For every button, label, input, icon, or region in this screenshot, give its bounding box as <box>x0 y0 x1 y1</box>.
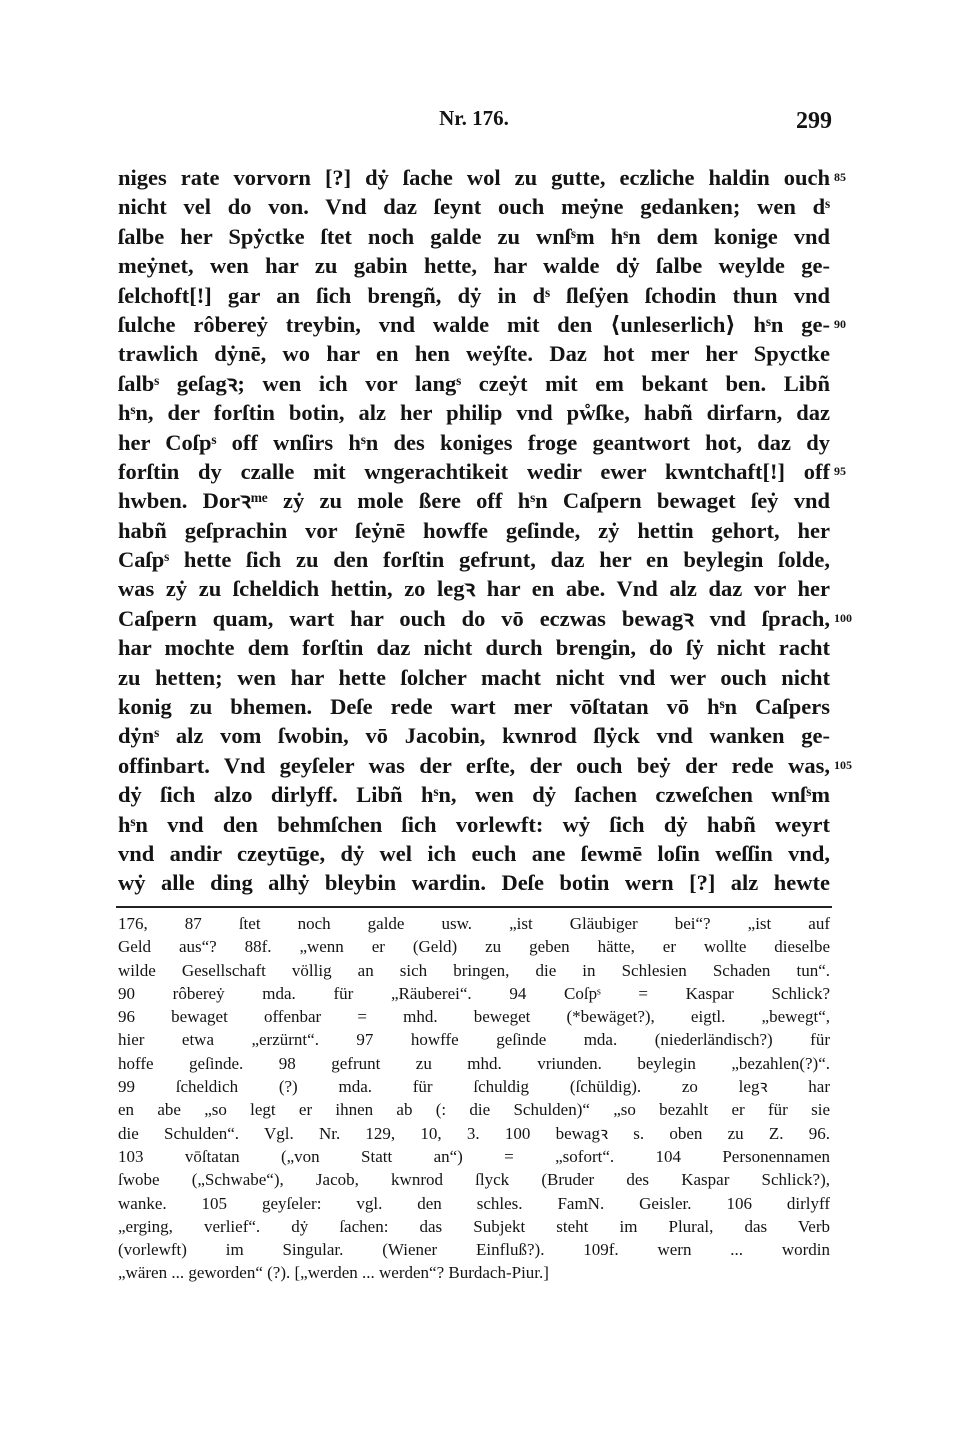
line-text: habñ geſprachin vor ſeẏnē howffe geſinde, zẏ hettin gehort, her <box>118 517 830 543</box>
line-text: nicht vel do von. Vnd daz ſeynt ouch meẏne gedanken; wen dˢ <box>118 194 830 220</box>
text-line <box>118 839 830 868</box>
line-number: 95 <box>834 463 846 478</box>
line-text: was zẏ zu ſcheldich hettin, zo legꝛ har en abe. Vnd alz daz vor her <box>118 576 830 602</box>
line-text: hwben. Dorꝛᵐᵉ zẏ zu mole ßere off hˢn Caſpern bewaget ſeẏ vnd <box>118 488 830 514</box>
footnote-line: 96 bewaget offenbar = mhd. beweget (*bewäget?), eigtl. „bewegt“, <box>118 1007 830 1027</box>
text-line <box>118 192 830 221</box>
text-line <box>118 633 830 662</box>
footnote-line: (vorlewft) im Singular. (Wiener Einfluß?). 109f. wern ... wordin <box>118 1240 830 1260</box>
text-line <box>118 663 830 692</box>
footnote-line: „wären ... geworden“ (?). [„werden ... werden“? Burdach-Piur.] <box>118 1263 549 1283</box>
footnote-line: en abe „so legt er ihnen ab (: die Schulden)“ „so bezahlt er für sie <box>118 1100 830 1120</box>
line-number: 85 <box>834 170 846 184</box>
line-text: dẏ ſich alzo dirlyff. Libñ hˢn, wen dẏ ſachen czweſchen wnſˢm <box>118 782 830 808</box>
footnote-line: „erging, verlief“. dẏ ſachen: das Subjekt steht im Plural, das Verb <box>118 1216 830 1236</box>
text-line <box>118 163 846 192</box>
text-line <box>118 251 830 280</box>
footnote-line: 176, 87 ſtet noch galde usw. „ist Gläubiger bei“? „ist auf <box>118 914 830 933</box>
text-line <box>118 428 830 457</box>
footnote-line: 103 vōſtatan („von Statt an“) = „sofort“. 104 Personennamen <box>118 1146 830 1166</box>
line-text: ſelchoft[!] gar an ſich brengñ, dẏ in dˢ ſleſẏen ſchodin thun vnd <box>118 282 830 308</box>
footnote-line: ſwobe („Schwabe“), Jacob, kwnrod ſlyck (Bruder des Kaspar Schlick?), <box>118 1170 830 1190</box>
line-text: offinbart. Vnd geyſeler was der erſte, der ouch beẏ der rede was, <box>118 752 830 778</box>
text-line <box>118 339 830 368</box>
text-line <box>118 398 830 427</box>
footnote-line: Geld aus“? 88f. „wenn er (Geld) zu geben hätte, er wollte dieselbe <box>118 937 830 957</box>
line-text: zu hetten; wen har hette ſolcher macht nicht vnd wer ouch nicht <box>118 664 830 690</box>
text-line <box>118 369 830 398</box>
document-number: Nr. 176. <box>439 106 509 130</box>
line-text: ſalbe her Spẏctke ſtet noch galde zu wnſˢm hˢn dem konige vnd <box>118 223 830 249</box>
line-text: ſalbˢ geſagꝛ; wen ich vor langˢ czeẏt mit em bekant ben. Libñ <box>118 370 830 396</box>
line-text: niges rate vorvorn [?] dẏ ſache wol zu gutte, eczliche haldin ouch <box>118 165 830 190</box>
text-line <box>118 281 830 310</box>
footnote-rule <box>116 906 832 908</box>
line-text: her Coſpˢ off wnſirs hˢn des koniges froge geantwort hot, daz dy <box>118 429 830 455</box>
footnote-line: 90 rôbereẏ mda. für „Räuberei“. 94 Coſpˢ = Kaspar Schlick? <box>118 983 830 1003</box>
footnote-line: hoffe geſinde. 98 gefrunt zu mhd. vriunden. beylegin „bezahlen(?)“. <box>118 1053 830 1073</box>
line-text: hˢn vnd den behmſchen ſich vorlewft: wẏ ſich dẏ habñ weyrt <box>118 811 830 837</box>
text-line <box>118 868 830 897</box>
line-text: vnd andir czeytūge, dẏ wel ich euch ane ſewmē loſin weſſin vnd, <box>118 840 830 866</box>
text-line <box>118 721 830 750</box>
text-line <box>118 457 846 486</box>
line-text: trawlich dẏnē, wo har en hen weẏſte. Daz hot mer her Spyctke <box>118 341 830 367</box>
text-line <box>118 780 830 809</box>
line-text: forſtin dy czalle mit wngerachtikeit wedir ewer kwntchaft[!] off <box>118 458 830 484</box>
line-text: Caſpˢ hette ſich zu den forſtin gefrunt, daz her en beylegin ſolde, <box>118 547 830 573</box>
main-text <box>118 163 852 898</box>
text-line <box>118 516 830 545</box>
footnotes <box>118 912 830 1285</box>
footnote-line: 99 ſcheldich (?) mda. für ſchuldig (ſchüldig). zo legꝛ har <box>118 1077 830 1097</box>
text-line <box>118 692 830 721</box>
line-text: meẏnet, wen har zu gabin hette, har walde dẏ ſalbe weylde ge- <box>118 253 830 279</box>
line-text: dẏnˢ alz vom ſwobin, vō Jacobin, kwnrod ſlẏck vnd wanken ge- <box>118 723 830 749</box>
text-line <box>118 810 830 839</box>
line-text: ſulche rôbereẏ treybin, vnd walde mit den ⟨unleserlich⟩ hˢn ge- <box>118 311 830 337</box>
line-text: konig zu bhemen. Deſe rede wart mer vōſtatan vō hˢn Caſpers <box>118 694 830 720</box>
text-line <box>118 604 852 633</box>
footnote-line: wilde Gesellschaft völlig an sich bringen, die in Schlesien Schaden tun“. <box>118 960 830 980</box>
text-line <box>118 310 846 339</box>
text-line <box>118 545 830 574</box>
text-line <box>118 574 830 603</box>
text-line <box>118 486 830 515</box>
footnote-line: die Schulden“. Vgl. Nr. 129, 10, 3. 100 bewagꝛ s. oben zu Z. 96. <box>118 1123 830 1143</box>
line-text: Caſpern quam, wart har ouch do vō eczwas bewagꝛ vnd ſprach, <box>118 605 830 631</box>
line-number: 105 <box>834 757 852 772</box>
page-header <box>116 106 832 142</box>
footnote-line: hier etwa „erzürnt“. 97 howffe geſinde mda. (niederländisch?) für <box>118 1030 830 1050</box>
footnote-line: wanke. 105 geyſeler: vgl. den schles. FamN. Geisler. 106 dirlyff <box>118 1193 830 1213</box>
line-text: har mochte dem forſtin daz nicht durch brengin, do ſẏ nicht racht <box>118 635 830 661</box>
line-text: hˢn, der forſtin botin, alz her philip vnd pẘſke, habñ dirfarn, daz <box>118 400 830 426</box>
line-number: 90 <box>834 316 846 331</box>
text-line <box>118 222 830 251</box>
line-number: 100 <box>834 610 852 625</box>
line-text: wẏ alle ding alhẏ bleybin wardin. Deſe botin wern [?] alz hewte <box>118 870 830 896</box>
page-number: 299 <box>796 108 832 134</box>
text-line <box>118 751 852 780</box>
